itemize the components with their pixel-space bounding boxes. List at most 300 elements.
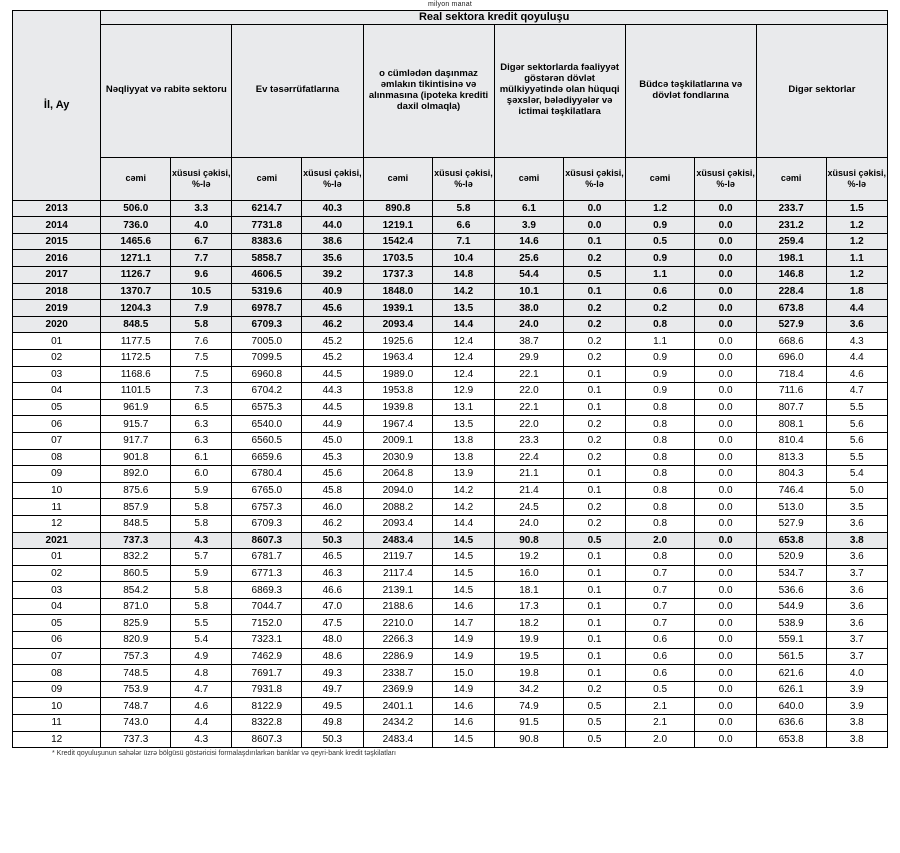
table-row: [13, 615, 888, 632]
table-cell: 6560.5: [232, 432, 302, 449]
table-cell: 0.6: [625, 648, 695, 665]
table-cell: 24.5: [494, 499, 564, 516]
table-cell: 35.6: [302, 250, 363, 267]
table-cell: 7462.9: [232, 648, 302, 665]
table-cell: 3.7: [826, 632, 887, 649]
table-cell: 7931.8: [232, 681, 302, 698]
table-row: [13, 466, 888, 483]
table-cell: 1465.6: [101, 233, 171, 250]
table-cell: 4.3: [171, 731, 232, 748]
table-cell: 559.1: [756, 632, 826, 649]
table-row: [13, 200, 888, 217]
row-label: 2018: [13, 283, 101, 300]
table-cell: 3.6: [826, 515, 887, 532]
table-cell: 6.0: [171, 466, 232, 483]
table-cell: 4.8: [171, 665, 232, 682]
table-cell: 743.0: [101, 715, 171, 732]
table-cell: 44.0: [302, 217, 363, 234]
table-cell: 7.3: [171, 383, 232, 400]
table-cell: 3.9: [826, 698, 887, 715]
table-cell: 3.9: [826, 681, 887, 698]
table-cell: 737.3: [101, 532, 171, 549]
table-cell: 506.0: [101, 200, 171, 217]
table-cell: 50.3: [302, 731, 363, 748]
table-cell: 1989.0: [363, 366, 433, 383]
table-cell: 6780.4: [232, 466, 302, 483]
table-cell: 6960.8: [232, 366, 302, 383]
table-cell: 74.9: [494, 698, 564, 715]
table-cell: 0.2: [564, 333, 625, 350]
table-cell: 10.4: [433, 250, 494, 267]
table-cell: 3.3: [171, 200, 232, 217]
table-cell: 6.5: [171, 399, 232, 416]
table-cell: 45.6: [302, 300, 363, 317]
table-cell: 0.0: [695, 582, 756, 599]
table-footnote: * Kredit qoyuluşunun sahələr üzrə bölgüsü göstəricisi formalaşdırılarkən banklar və qeyri-bank kredit təşkilatları: [52, 750, 396, 758]
subheader-share-realestate: xüsusi çəkisi, %-lə: [433, 157, 494, 200]
table-cell: 22.0: [494, 383, 564, 400]
table-cell: 1172.5: [101, 349, 171, 366]
table-cell: 29.9: [494, 349, 564, 366]
table-cell: 38.7: [494, 333, 564, 350]
table-cell: 0.0: [695, 715, 756, 732]
header-col-state-entities: Digər sektorlarda fəaliyyət göstərən dövlət mülkiyyətində olan hüquqi şəxslər, bələdiyyələr və ictimai təşkilatlara: [494, 24, 625, 157]
table-cell: 4.4: [826, 300, 887, 317]
table-cell: 14.5: [433, 532, 494, 549]
table-cell: 90.8: [494, 731, 564, 748]
table-cell: 1967.4: [363, 416, 433, 433]
table-cell: 228.4: [756, 283, 826, 300]
table-cell: 1.8: [826, 283, 887, 300]
table-cell: 6540.0: [232, 416, 302, 433]
table-cell: 915.7: [101, 416, 171, 433]
row-label: 10: [13, 698, 101, 715]
table-cell: 5.8: [171, 515, 232, 532]
table-cell: 50.3: [302, 532, 363, 549]
table-cell: 544.9: [756, 598, 826, 615]
table-cell: 5.9: [171, 565, 232, 582]
subheader-total-state-entities: cəmi: [494, 157, 564, 200]
table-cell: 7.5: [171, 349, 232, 366]
header-col-realestate: o cümlədən daşınmaz əmlakın tikintisinə və alınmasına (ipoteka krediti daxil olmaqla): [363, 24, 494, 157]
table-row: [13, 366, 888, 383]
table-cell: 0.0: [695, 399, 756, 416]
table-cell: 14.6: [494, 233, 564, 250]
table-cell: 46.2: [302, 316, 363, 333]
table-cell: 4.3: [171, 532, 232, 549]
table-cell: 22.1: [494, 366, 564, 383]
table-cell: 538.9: [756, 615, 826, 632]
table-cell: 4.4: [826, 349, 887, 366]
table-cell: 2.0: [625, 731, 695, 748]
table-cell: 890.8: [363, 200, 433, 217]
table-cell: 7.6: [171, 333, 232, 350]
table-cell: 753.9: [101, 681, 171, 698]
table-cell: 6.6: [433, 217, 494, 234]
table-cell: 5.8: [171, 582, 232, 599]
table-cell: 45.8: [302, 482, 363, 499]
table-cell: 231.2: [756, 217, 826, 234]
table-cell: 626.1: [756, 681, 826, 698]
table-cell: 6.3: [171, 432, 232, 449]
row-label: 09: [13, 681, 101, 698]
header-row-columns: [13, 24, 888, 157]
table-cell: 13.8: [433, 449, 494, 466]
table-cell: 14.8: [433, 267, 494, 284]
table-cell: 14.2: [433, 482, 494, 499]
table-cell: 536.6: [756, 582, 826, 599]
table-cell: 0.9: [625, 250, 695, 267]
table-cell: 14.7: [433, 615, 494, 632]
table-cell: 857.9: [101, 499, 171, 516]
row-label: 02: [13, 349, 101, 366]
table-cell: 7731.8: [232, 217, 302, 234]
table-cell: 813.3: [756, 449, 826, 466]
table-cell: 0.8: [625, 515, 695, 532]
table-cell: 19.8: [494, 665, 564, 682]
table-cell: 6781.7: [232, 549, 302, 566]
table-cell: 0.2: [564, 316, 625, 333]
table-cell: 3.7: [826, 565, 887, 582]
table-cell: 8122.9: [232, 698, 302, 715]
row-label: 01: [13, 333, 101, 350]
row-label: 07: [13, 648, 101, 665]
header-col-budget-orgs: Büdcə təşkilatlarına və dövlət fondlarına: [625, 24, 756, 157]
table-cell: 9.6: [171, 267, 232, 284]
table-cell: 2434.2: [363, 715, 433, 732]
table-cell: 0.2: [625, 300, 695, 317]
table-cell: 1.2: [625, 200, 695, 217]
table-cell: 0.8: [625, 549, 695, 566]
row-label: 08: [13, 449, 101, 466]
table-cell: 0.2: [564, 515, 625, 532]
table-cell: 0.5: [564, 715, 625, 732]
table-cell: 15.0: [433, 665, 494, 682]
table-row: [13, 267, 888, 284]
table-cell: 6709.3: [232, 316, 302, 333]
table-cell: 901.8: [101, 449, 171, 466]
row-label: 04: [13, 383, 101, 400]
row-label: 2015: [13, 233, 101, 250]
table-cell: 520.9: [756, 549, 826, 566]
table-cell: 198.1: [756, 250, 826, 267]
table-cell: 746.4: [756, 482, 826, 499]
table-cell: 0.8: [625, 316, 695, 333]
table-cell: 0.9: [625, 366, 695, 383]
table-cell: 13.5: [433, 416, 494, 433]
table-cell: 0.0: [695, 383, 756, 400]
table-cell: 711.6: [756, 383, 826, 400]
table-cell: 0.5: [564, 731, 625, 748]
table-cell: 24.0: [494, 515, 564, 532]
table-cell: 1703.5: [363, 250, 433, 267]
table-row: [13, 250, 888, 267]
table-cell: 13.9: [433, 466, 494, 483]
table-cell: 513.0: [756, 499, 826, 516]
table-cell: 3.6: [826, 582, 887, 599]
table-cell: 6659.6: [232, 449, 302, 466]
table-cell: 1168.6: [101, 366, 171, 383]
table-cell: 2369.9: [363, 681, 433, 698]
table-row: [13, 549, 888, 566]
table-row: [13, 632, 888, 649]
table-cell: 46.6: [302, 582, 363, 599]
table-cell: 0.1: [564, 366, 625, 383]
table-cell: 0.7: [625, 598, 695, 615]
table-cell: 1.1: [826, 250, 887, 267]
table-cell: 640.0: [756, 698, 826, 715]
table-cell: 2119.7: [363, 549, 433, 566]
table-cell: 0.1: [564, 598, 625, 615]
table-cell: 23.3: [494, 432, 564, 449]
table-cell: 34.2: [494, 681, 564, 698]
table-cell: 0.2: [564, 432, 625, 449]
table-cell: 10.5: [171, 283, 232, 300]
table-cell: 7691.7: [232, 665, 302, 682]
table-cell: 39.2: [302, 267, 363, 284]
table-cell: 6771.3: [232, 565, 302, 582]
table-cell: 7099.5: [232, 349, 302, 366]
table-cell: 2.1: [625, 698, 695, 715]
table-cell: 18.2: [494, 615, 564, 632]
table-cell: 0.0: [695, 515, 756, 532]
table-cell: 6869.3: [232, 582, 302, 599]
table-cell: 5.8: [171, 598, 232, 615]
table-cell: 1925.6: [363, 333, 433, 350]
table-cell: 7.5: [171, 366, 232, 383]
subheader-share-budget-orgs: xüsusi çəkisi, %-lə: [695, 157, 756, 200]
table-cell: 736.0: [101, 217, 171, 234]
table-cell: 7005.0: [232, 333, 302, 350]
row-label: 03: [13, 582, 101, 599]
table-cell: 810.4: [756, 432, 826, 449]
table-cell: 0.0: [695, 499, 756, 516]
table-cell: 49.3: [302, 665, 363, 682]
subheader-total-budget-orgs: cəmi: [625, 157, 695, 200]
row-label: 10: [13, 482, 101, 499]
table-cell: 0.1: [564, 665, 625, 682]
table-cell: 0.2: [564, 250, 625, 267]
subheader-share-households: xüsusi çəkisi, %-lə: [302, 157, 363, 200]
table-cell: 2088.2: [363, 499, 433, 516]
table-cell: 0.2: [564, 499, 625, 516]
table-cell: 875.6: [101, 482, 171, 499]
table-cell: 0.6: [625, 283, 695, 300]
table-header: [13, 11, 888, 201]
row-label: 2013: [13, 200, 101, 217]
table-cell: 0.2: [564, 416, 625, 433]
table-cell: 3.6: [826, 615, 887, 632]
table-cell: 0.1: [564, 383, 625, 400]
table-row: [13, 532, 888, 549]
table-cell: 0.2: [564, 681, 625, 698]
table-cell: 45.3: [302, 449, 363, 466]
table-cell: 0.0: [695, 250, 756, 267]
row-label: 2017: [13, 267, 101, 284]
table-cell: 146.8: [756, 267, 826, 284]
table-cell: 46.3: [302, 565, 363, 582]
table-cell: 2093.4: [363, 316, 433, 333]
table-cell: 2139.1: [363, 582, 433, 599]
table-cell: 1177.5: [101, 333, 171, 350]
table-cell: 804.3: [756, 466, 826, 483]
table-cell: 0.5: [564, 532, 625, 549]
table-cell: 0.1: [564, 648, 625, 665]
row-label: 12: [13, 731, 101, 748]
header-row-group: [13, 11, 888, 25]
table-cell: 1542.4: [363, 233, 433, 250]
table-cell: 45.0: [302, 432, 363, 449]
table-cell: 6978.7: [232, 300, 302, 317]
row-label: 2019: [13, 300, 101, 317]
table-cell: 22.4: [494, 449, 564, 466]
table-cell: 10.1: [494, 283, 564, 300]
table-cell: 561.5: [756, 648, 826, 665]
table-cell: 0.9: [625, 217, 695, 234]
table-cell: 4.0: [171, 217, 232, 234]
table-cell: 3.9: [494, 217, 564, 234]
table-cell: 40.3: [302, 200, 363, 217]
table-cell: 1.5: [826, 200, 887, 217]
subheader-total-other-sectors: cəmi: [756, 157, 826, 200]
table-cell: 3.6: [826, 549, 887, 566]
table-cell: 3.5: [826, 499, 887, 516]
table-cell: 0.7: [625, 582, 695, 599]
table-cell: 0.8: [625, 399, 695, 416]
table-cell: 1219.1: [363, 217, 433, 234]
table-cell: 1101.5: [101, 383, 171, 400]
table-cell: 6.1: [494, 200, 564, 217]
table-cell: 2210.0: [363, 615, 433, 632]
table-cell: 44.9: [302, 416, 363, 433]
row-label: 07: [13, 432, 101, 449]
header-col-households: Ev təsərrüfatlarına: [232, 24, 363, 157]
table-cell: 1.1: [625, 267, 695, 284]
table-cell: 668.6: [756, 333, 826, 350]
table-cell: 0.5: [564, 698, 625, 715]
table-cell: 0.0: [695, 482, 756, 499]
table-row: [13, 449, 888, 466]
table-cell: 1939.8: [363, 399, 433, 416]
table-cell: 14.5: [433, 582, 494, 599]
table-cell: 16.0: [494, 565, 564, 582]
table-cell: 5.5: [171, 615, 232, 632]
table-cell: 48.6: [302, 648, 363, 665]
credit-investments-table: [12, 10, 888, 748]
table-cell: 0.0: [695, 532, 756, 549]
table-cell: 19.9: [494, 632, 564, 649]
table-cell: 917.7: [101, 432, 171, 449]
table-row: [13, 681, 888, 698]
table-cell: 2401.1: [363, 698, 433, 715]
row-label: 09: [13, 466, 101, 483]
table-cell: 2.0: [625, 532, 695, 549]
table-cell: 6765.0: [232, 482, 302, 499]
table-cell: 21.4: [494, 482, 564, 499]
table-cell: 0.1: [564, 632, 625, 649]
table-cell: 1204.3: [101, 300, 171, 317]
table-cell: 0.7: [625, 565, 695, 582]
table-row: [13, 316, 888, 333]
table-row: [13, 499, 888, 516]
row-label: 2014: [13, 217, 101, 234]
table-cell: 5.5: [826, 449, 887, 466]
table-cell: 2188.6: [363, 598, 433, 615]
row-label: 06: [13, 632, 101, 649]
table-cell: 90.8: [494, 532, 564, 549]
table-row: [13, 349, 888, 366]
table-cell: 18.1: [494, 582, 564, 599]
table-cell: 807.7: [756, 399, 826, 416]
table-cell: 44.5: [302, 366, 363, 383]
table-cell: 0.0: [695, 217, 756, 234]
units-note: milyon manat: [427, 1, 473, 8]
table-cell: 2117.4: [363, 565, 433, 582]
table-cell: 621.6: [756, 665, 826, 682]
table-cell: 1271.1: [101, 250, 171, 267]
row-label: 2020: [13, 316, 101, 333]
table-cell: 21.1: [494, 466, 564, 483]
table-row: [13, 283, 888, 300]
table-cell: 3.8: [826, 532, 887, 549]
table-cell: 6.1: [171, 449, 232, 466]
table-cell: 0.5: [625, 681, 695, 698]
table-cell: 0.8: [625, 449, 695, 466]
table-cell: 48.0: [302, 632, 363, 649]
table-row: [13, 715, 888, 732]
table-cell: 17.3: [494, 598, 564, 615]
table-cell: 7.7: [171, 250, 232, 267]
table-row: [13, 582, 888, 599]
table-cell: 961.9: [101, 399, 171, 416]
table-cell: 14.2: [433, 283, 494, 300]
table-cell: 4.6: [826, 366, 887, 383]
table-cell: 91.5: [494, 715, 564, 732]
table-cell: 7.1: [433, 233, 494, 250]
table-cell: 12.4: [433, 349, 494, 366]
table-cell: 0.0: [695, 615, 756, 632]
table-cell: 5.8: [433, 200, 494, 217]
table-cell: 0.0: [695, 300, 756, 317]
table-cell: 22.0: [494, 416, 564, 433]
table-row: [13, 482, 888, 499]
table-cell: 7323.1: [232, 632, 302, 649]
table-cell: 6575.3: [232, 399, 302, 416]
table-cell: 0.0: [695, 432, 756, 449]
table-cell: 5.8: [171, 499, 232, 516]
table-cell: 0.5: [625, 233, 695, 250]
table-cell: 47.5: [302, 615, 363, 632]
table-cell: 0.9: [625, 383, 695, 400]
table-cell: 0.0: [695, 466, 756, 483]
table-cell: 45.2: [302, 349, 363, 366]
table-cell: 2.1: [625, 715, 695, 732]
table-row: [13, 217, 888, 234]
table-row: [13, 515, 888, 532]
table-cell: 49.8: [302, 715, 363, 732]
table-row: [13, 399, 888, 416]
table-cell: 14.9: [433, 632, 494, 649]
table-cell: 40.9: [302, 283, 363, 300]
table-row: [13, 300, 888, 317]
table-cell: 0.0: [695, 681, 756, 698]
table-cell: 696.0: [756, 349, 826, 366]
table-cell: 4.7: [826, 383, 887, 400]
table-cell: 14.2: [433, 499, 494, 516]
table-cell: 4606.5: [232, 267, 302, 284]
table-cell: 653.8: [756, 532, 826, 549]
table-cell: 2064.8: [363, 466, 433, 483]
